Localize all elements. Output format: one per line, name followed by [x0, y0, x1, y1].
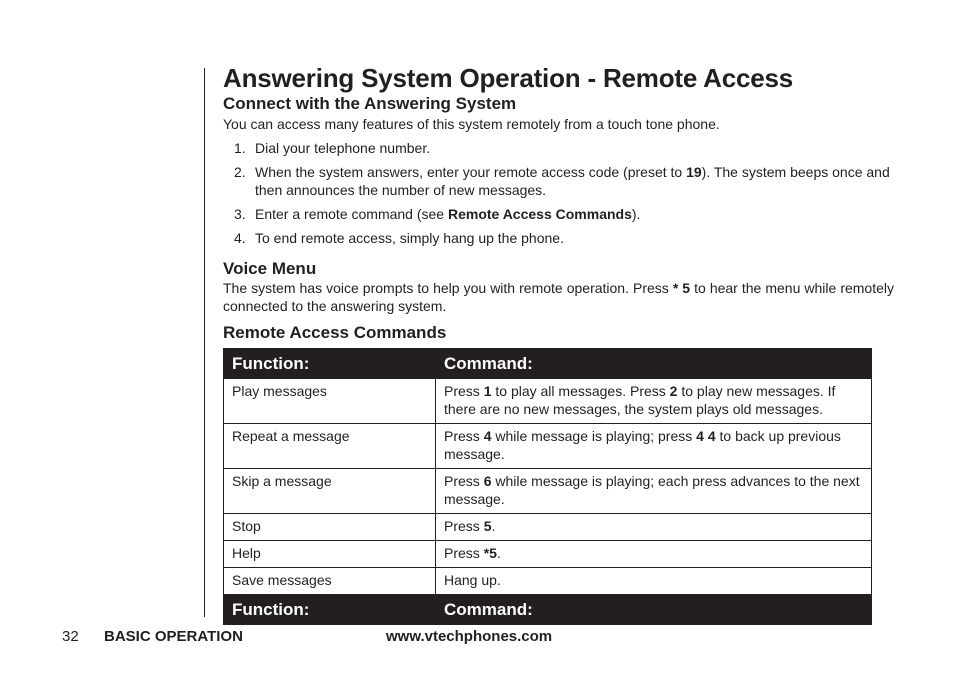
command-text: Press	[444, 545, 484, 561]
step-text: Enter a remote command (see	[255, 206, 448, 222]
step-bold: 19	[686, 164, 702, 180]
column-footer-function: Function:	[224, 595, 436, 625]
command-key: 2	[669, 383, 678, 399]
command-key: 4 4	[696, 428, 716, 444]
step-item	[223, 229, 894, 247]
footer-url: www.vtechphones.com	[386, 628, 553, 645]
voice-text-post: to hear the menu while remotely connected to the answering system.	[223, 280, 895, 314]
table-row	[224, 541, 872, 568]
table-header-row	[224, 349, 872, 379]
step-number: 4.	[234, 230, 246, 246]
command-cell	[436, 469, 872, 514]
command-key: 1	[483, 383, 492, 399]
command-key: 6	[483, 473, 492, 489]
function-cell: Help	[224, 541, 436, 568]
remote-commands-heading: Remote Access Commands	[223, 323, 447, 342]
command-cell	[436, 541, 872, 568]
connect-steps	[223, 139, 894, 247]
column-header-command: Command:	[436, 349, 872, 379]
table-row	[224, 379, 872, 424]
column-header-function: Function:	[224, 349, 436, 379]
command-text: Press	[444, 518, 484, 534]
table-row	[224, 469, 872, 514]
command-cell	[436, 379, 872, 424]
table-row	[224, 568, 872, 595]
function-cell: Save messages	[224, 568, 436, 595]
command-text: while message is playing; each press advances to the next message.	[444, 473, 860, 507]
command-key: *5	[483, 545, 497, 561]
step-bold: Remote Access Commands	[447, 206, 632, 222]
voice-menu-heading: Voice Menu	[223, 259, 317, 278]
command-text: Press	[444, 473, 484, 489]
column-footer-command: Command:	[436, 595, 872, 625]
margin-rule	[204, 68, 205, 617]
command-key: 5	[483, 518, 492, 534]
command-text: Press	[444, 428, 484, 444]
step-text: Dial your telephone number.	[255, 140, 431, 156]
connect-heading: Connect with the Answering System	[223, 94, 517, 113]
voice-text-pre: The system has voice prompts to help you with remote operation. Press	[223, 280, 673, 296]
page-content	[223, 62, 894, 625]
table-row	[224, 424, 872, 469]
command-text: Hang up.	[444, 572, 501, 588]
command-key: 4	[483, 428, 492, 444]
command-cell	[436, 424, 872, 469]
command-text: to back up previous message.	[444, 428, 841, 462]
command-text: .	[496, 545, 501, 561]
voice-text-bold: * 5	[672, 280, 691, 296]
step-number: 3.	[234, 206, 246, 222]
command-cell	[436, 568, 872, 595]
page-title: Answering System Operation - Remote Access	[223, 63, 794, 93]
step-text: ).	[631, 206, 641, 222]
function-cell: Repeat a message	[224, 424, 436, 469]
page-number: 32	[62, 628, 79, 645]
voice-menu-text	[223, 279, 894, 315]
function-cell: Play messages	[224, 379, 436, 424]
command-cell	[436, 514, 872, 541]
command-text: Press	[444, 383, 484, 399]
command-text: while message is playing; press	[491, 428, 697, 444]
connect-intro: You can access many features of this system remotely from a touch tone phone.	[223, 116, 720, 132]
function-cell: Stop	[224, 514, 436, 541]
command-text: to play all messages. Press	[491, 383, 670, 399]
function-cell: Skip a message	[224, 469, 436, 514]
step-text: ). The system beeps once and then announces the number of new messages.	[255, 164, 890, 198]
table-row	[224, 514, 872, 541]
step-number: 2.	[234, 164, 246, 180]
step-item	[223, 205, 894, 223]
remote-commands-table	[223, 348, 872, 625]
step-text: To end remote access, simply hang up the phone.	[255, 230, 564, 246]
step-item	[223, 139, 894, 157]
step-item	[223, 163, 894, 199]
step-number: 1.	[234, 140, 246, 156]
command-text: to play new messages. If there are no new messages, the system plays old messages.	[444, 383, 836, 417]
step-text: When the system answers, enter your remote access code (preset to	[255, 164, 687, 180]
command-text: .	[491, 518, 496, 534]
section-name: BASIC OPERATION	[104, 628, 243, 645]
table-footer-row	[224, 595, 872, 625]
